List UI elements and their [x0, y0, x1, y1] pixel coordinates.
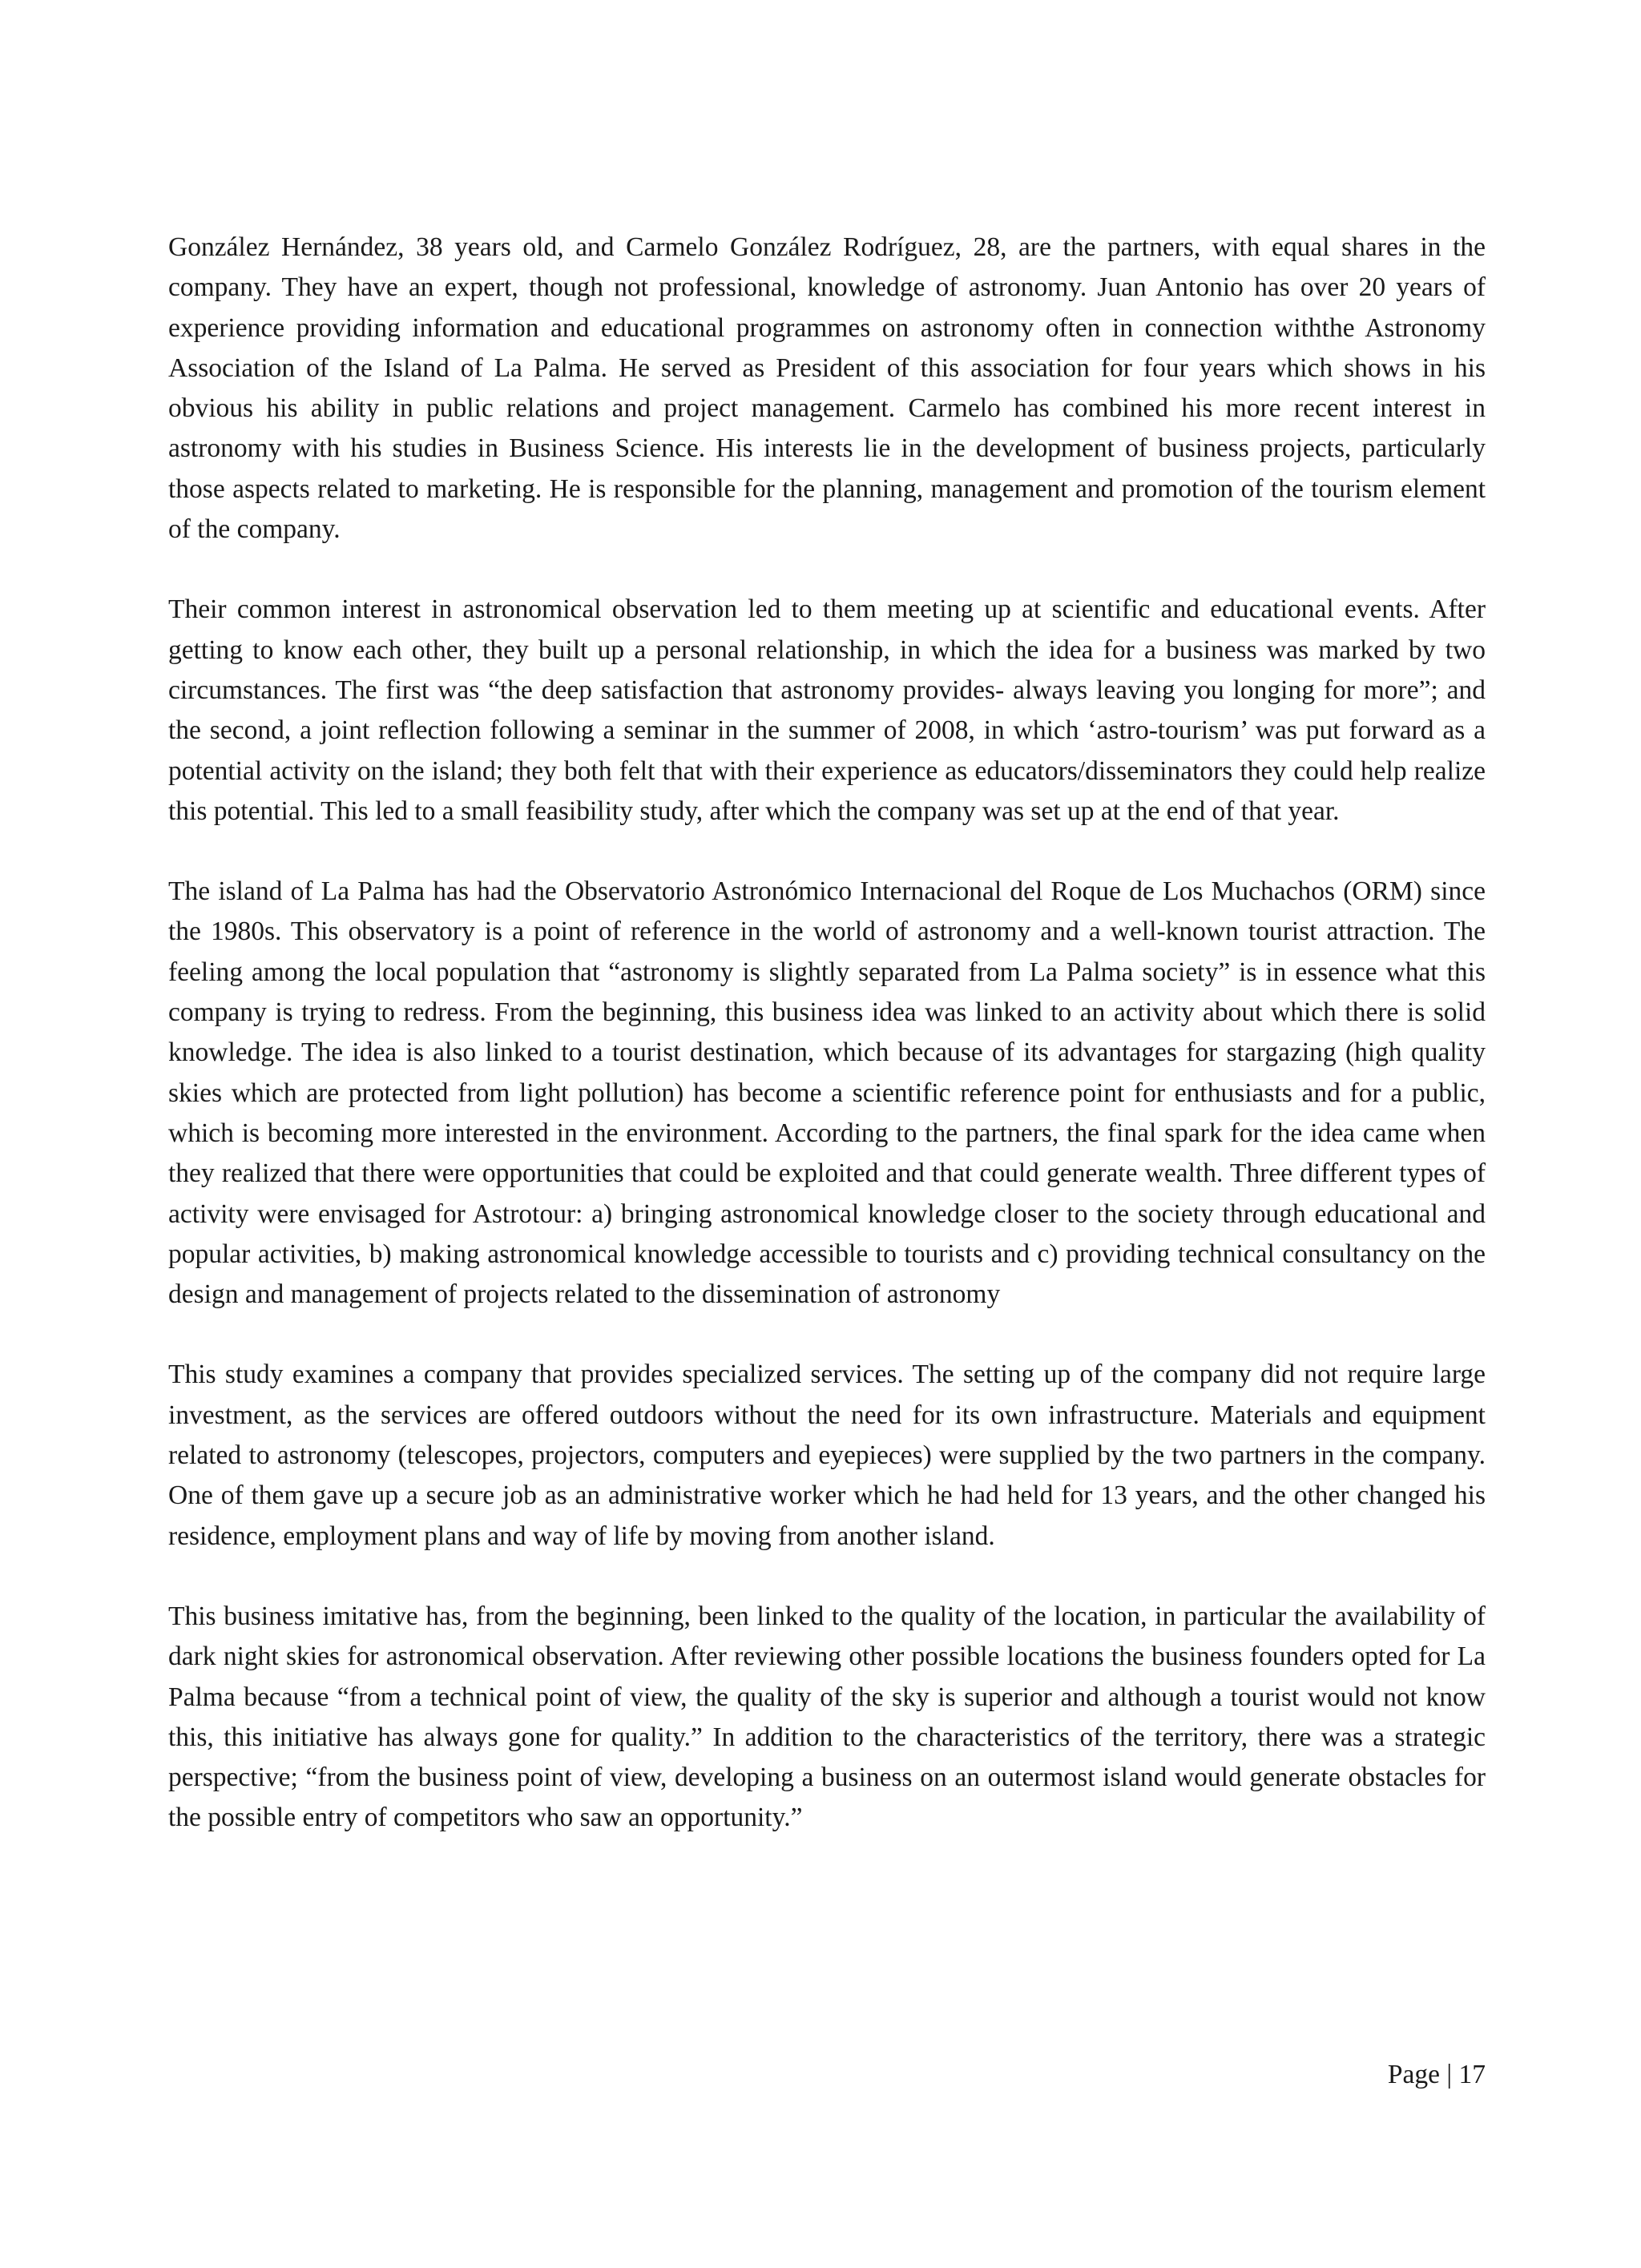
paragraph-investment: This study examines a company that provides specialized services. The setting up of the company did not require large investment, as the services are offered outdoors without the need for its own infrastructure. Materials and equipment related to astronomy (telescopes, projectors, computers and eyepieces) were supplied by the two partners in the company. One of them gave up a secure job as an administrative worker which he had held for 13 years, and the other changed his residence, employment plans and way of life by moving from another island.	[168, 1360, 1486, 1551]
paragraph-origin: Their common interest in astronomical observation led to them meeting up at scientific and educational events. After getting to know each other, they built up a personal relationship, in which the idea for a business was marked by two circumstances. The first was “the deep satisfaction that astronomy provides- always leaving you longing for more”; and the second, a joint reflection following a seminar in the summer of 2008, in which ‘astro-tourism’ was put forward as a potential activity on the island; they both felt that with their experience as educators/disseminators they could help realize this potential. This led to a small feasibility study, after which the company was set up at the end of that year.	[168, 594, 1486, 826]
paragraph-location: This business imitative has, from the beginning, been linked to the quality of the location, in particular the availability of dark night skies for astronomical observation. After reviewing other possible locations the business founders opted for La Palma because “from a technical point of view, the quality of the sky is superior and although a tourist would not know this, this initiative has always gone for quality.” In addition to the characteristics of the territory, there was a strategic perspective; “from the business point of view, developing a business on an outermost island would generate obstacles for the possible entry of competitors who saw an opportunity.”	[168, 1601, 1486, 1833]
paragraph-la-palma: The island of La Palma has had the Observatorio Astronómico Internacional del Roque de Los Muchachos (ORM) since the 1980s. This observatory is a point of reference in the world of astronomy and a well-known tourist attraction. The feeling among the local population that “astronomy is slightly separated from La Palma society” is in essence what this company is trying to redress. From the beginning, this business idea was linked to an activity about which there is solid knowledge. The idea is also linked to a tourist destination, which because of its advantages for stargazing (high quality skies which are protected from light pollution) has become a scientific reference point for enthusiasts and for a public, which is becoming more interested in the environment. According to the partners, the final spark for the idea came when they realized that there were opportunities that could be exploited and that could generate wealth. Three different types of activity were envisaged for Astrotour: a) bringing astronomical knowledge closer to the society through educational and popular activities, b) making astronomical knowledge accessible to tourists and c) providing technical consultancy on the design and management of projects related to the dissemination of astronomy	[168, 876, 1486, 1310]
body-text	[168, 228, 1486, 1879]
paragraph-partners: González Hernández, 38 years old, and Carmelo González Rodríguez, 28, are the partners, with equal shares in the company. They have an expert, though not professional, knowledge of astronomy. Juan Antonio has over 20 years of experience providing information and educational programmes on astronomy often in connection withthe Astronomy Association of the Island of La Palma. He served as President of this association for four years which shows in his obvious his ability in public relations and project management. Carmelo has combined his more recent interest in astronomy with his studies in Business Science. His interests lie in the development of business projects, particularly those aspects related to marketing. He is responsible for the planning, management and promotion of the tourism element of the company.	[168, 232, 1486, 545]
page-number: Page | 17	[1387, 2060, 1486, 2089]
